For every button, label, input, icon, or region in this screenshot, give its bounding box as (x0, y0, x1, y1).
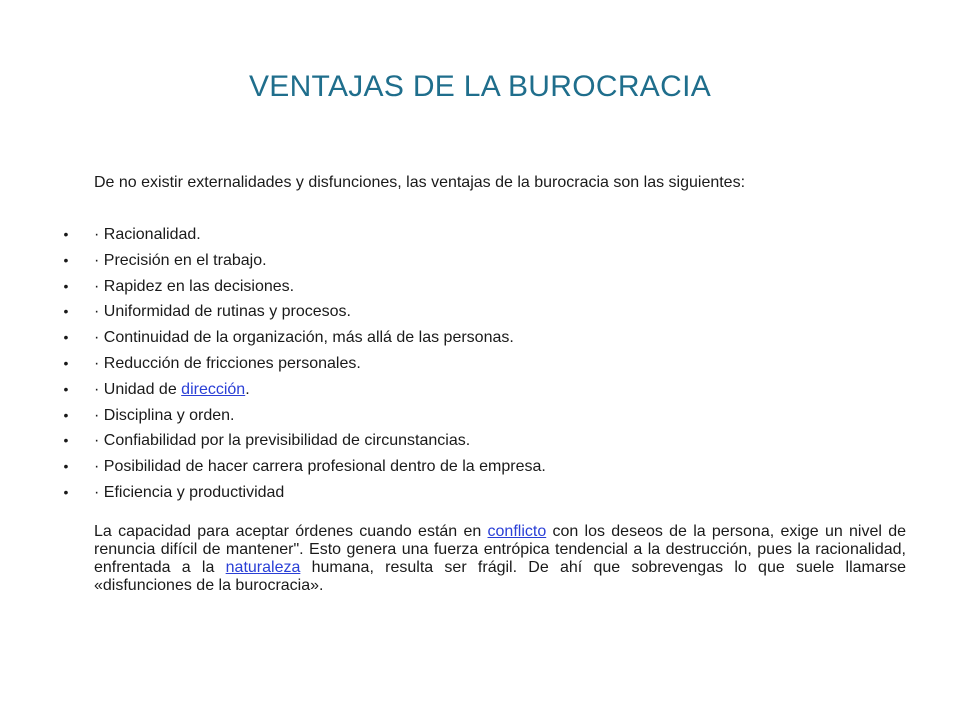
advantages-list (60, 222, 920, 506)
slide-title: VENTAJAS DE LA BUROCRACIA (248, 70, 712, 103)
closing-text-3: humana, resulta ser frágil. De ahí que sobrevengas lo que suele llamarse «disfunciones de la burocracia». (94, 559, 906, 594)
bullet-icon: • (63, 277, 69, 294)
bullet-icon: • (63, 303, 69, 320)
intro-paragraph: De no existir externalidades y disfunciones, las ventajas de la burocracia son las siguientes: (94, 174, 746, 191)
bullet-icon: • (63, 483, 69, 500)
conflicto-link[interactable]: conflicto (487, 523, 547, 540)
list-item (60, 403, 920, 429)
closing-paragraph (94, 523, 906, 595)
list-item (60, 351, 920, 377)
list-item-text: · Uniformidad de rutinas y procesos. (94, 303, 351, 321)
list-item-text: · Reducción de fricciones personales. (94, 354, 361, 372)
bullet-icon: • (63, 458, 69, 475)
list-item-text: · Unidad de (94, 380, 182, 398)
list-item-text: · Disciplina y orden. (94, 406, 235, 424)
list-item (60, 428, 920, 454)
list-item-text: · Rapidez en las decisiones. (94, 277, 295, 295)
list-item (60, 299, 920, 325)
list-item (60, 274, 920, 300)
list-item-text-end: . (245, 380, 250, 398)
bullet-icon: • (63, 329, 69, 346)
bullet-icon: • (63, 380, 69, 397)
bullet-icon: • (63, 251, 69, 268)
list-item-text: · Precisión en el trabajo. (94, 251, 267, 269)
list-item-text: · Racionalidad. (94, 226, 201, 243)
list-item (60, 480, 920, 506)
list-item-text: · Confiabilidad por la previsibilidad de circunstancias. (94, 432, 471, 450)
list-item-text: · Posibilidad de hacer carrera profesional dentro de la empresa. (94, 458, 546, 476)
list-item-text: · Continuidad de la organización, más allá de las personas. (94, 329, 514, 347)
closing-text-1: La capacidad para aceptar órdenes cuando están en (94, 523, 488, 540)
list-item (60, 248, 920, 274)
direccion-link[interactable]: dirección (181, 380, 246, 398)
list-item (60, 454, 920, 480)
list-item-text: · Eficiencia y productividad (94, 483, 285, 501)
bullet-icon: • (63, 406, 69, 423)
naturaleza-link[interactable]: naturaleza (225, 559, 301, 576)
closing-text-2: con los deseos de la persona, exige un nivel de renuncia difícil de mantener". Esto genera una fuerza entrópica tendencial a la destrucción, pues la racionalidad, enfrentada a la (94, 523, 906, 576)
bullet-icon: • (63, 226, 69, 242)
bullet-icon: • (63, 432, 69, 449)
list-item (60, 377, 920, 403)
bullet-icon: • (63, 354, 69, 371)
list-item (60, 325, 920, 351)
list-item (60, 222, 920, 248)
